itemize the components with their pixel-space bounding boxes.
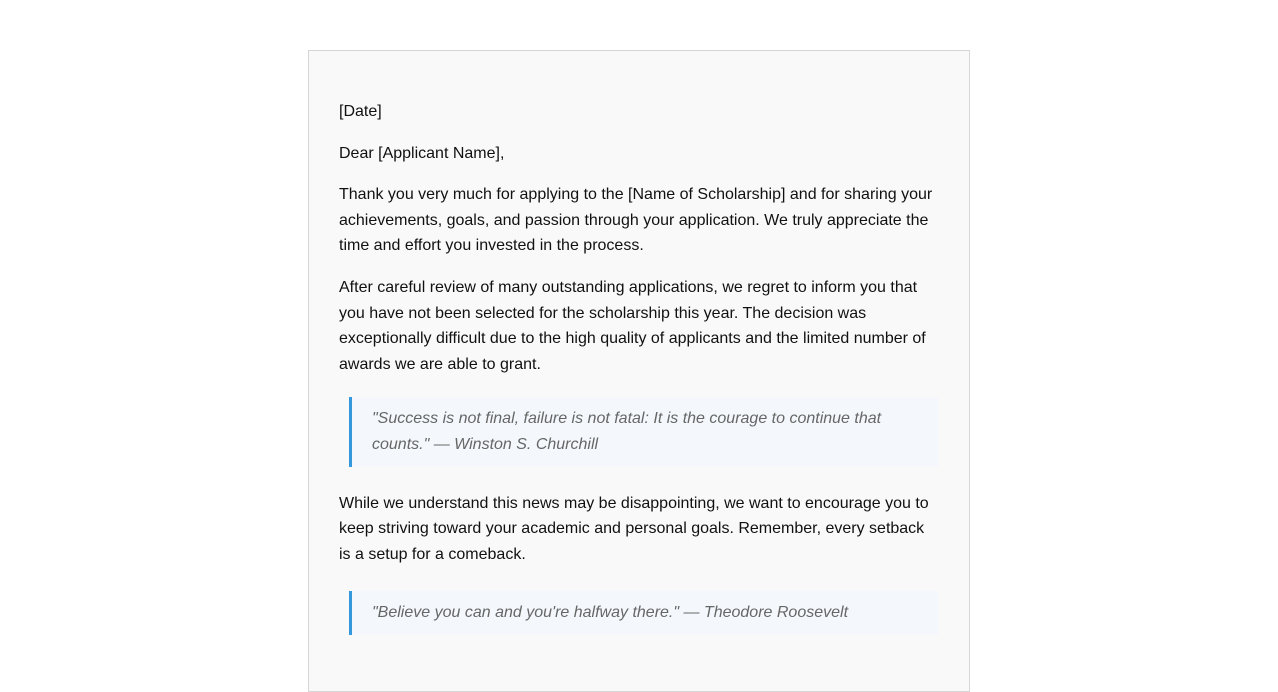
letter-date: [Date] <box>339 103 382 120</box>
letter-salutation: Dear [Applicant Name], <box>339 144 505 162</box>
letter-document <box>308 50 970 692</box>
letter-content <box>339 51 939 635</box>
letter-paragraph: While we understand this news may be disappointing, we want to encourage you to keep striving toward your academic and personal goals. Remember, every setback is a setup for a comeback. <box>339 494 929 563</box>
letter-paragraph: Thank you very much for applying to the [Name of Scholarship] and for sharing your achievements, goals, and passion through your application. We truly appreciate the time and effort you invested in the process. <box>339 186 933 255</box>
quote-churchill: "Success is not final, failure is not fatal: It is the courage to continue that counts." — Winston S. Churchill <box>349 397 938 466</box>
letter-paragraph: After careful review of many outstanding applications, we regret to inform you that you have not been selected for the scholarship this year. The decision was exceptionally difficult due to the high quality of applicants and the limited number of awards we are able to grant. <box>339 278 926 373</box>
quote-roosevelt: "Believe you can and you're halfway there." — Theodore Roosevelt <box>349 591 938 635</box>
